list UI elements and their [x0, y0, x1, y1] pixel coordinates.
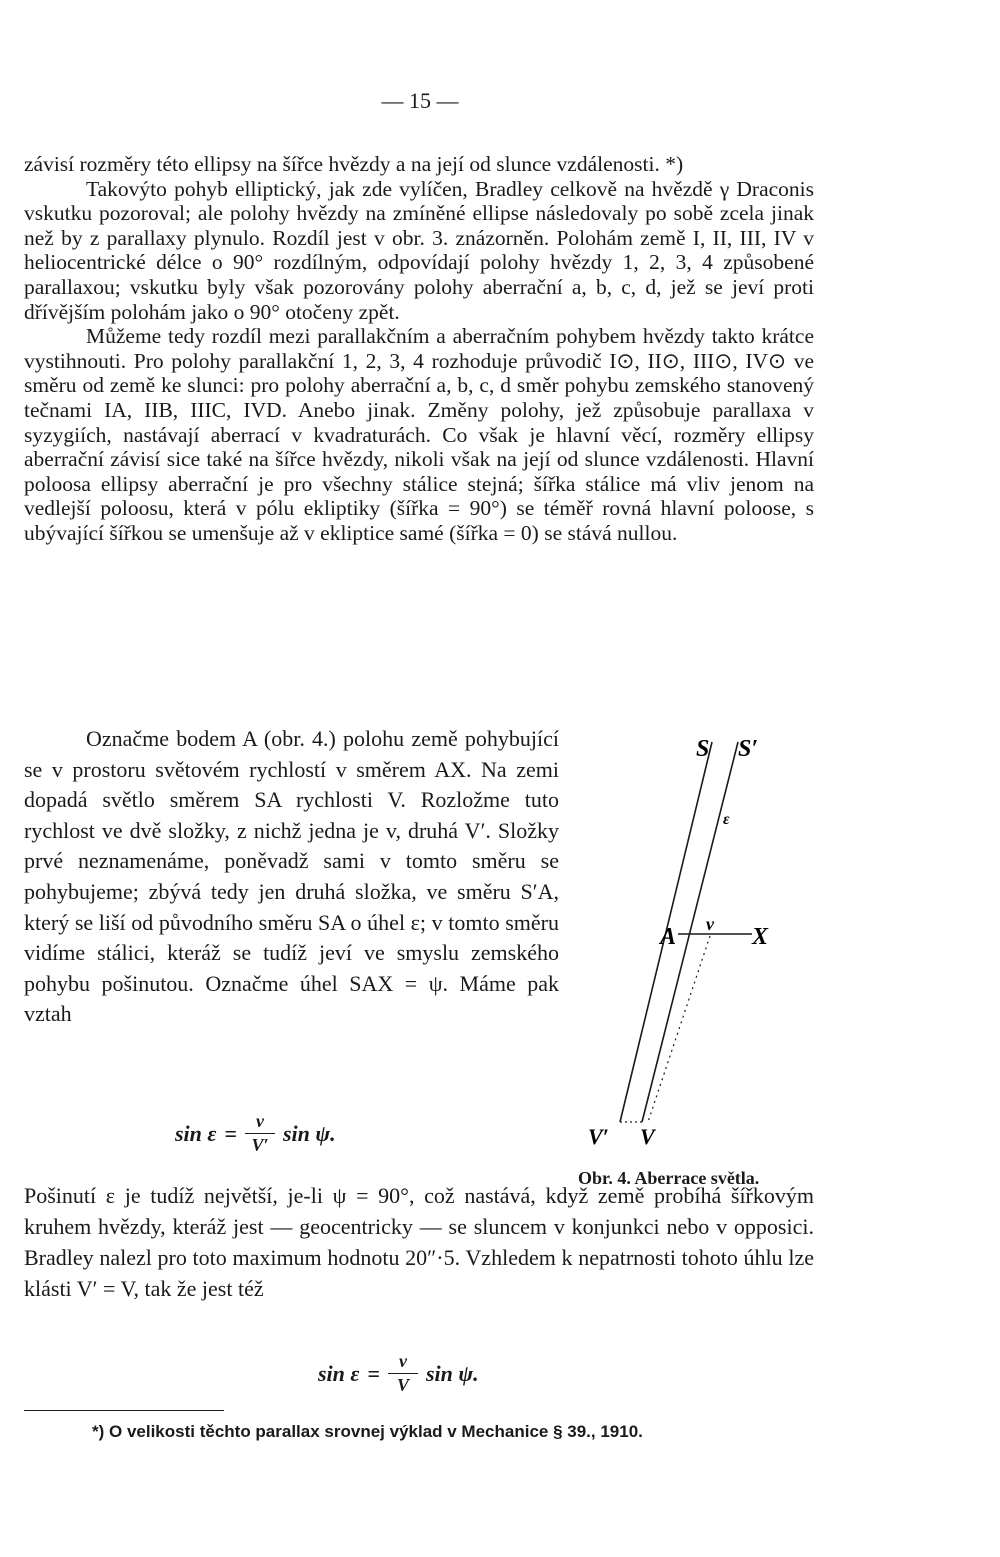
formula-rhs: sin ψ. [425, 1360, 479, 1386]
fraction-bar [245, 1133, 275, 1134]
formula-sin-epsilon-v-over-V [318, 1352, 479, 1395]
fraction-bar [388, 1373, 418, 1374]
formula-fraction [388, 1352, 418, 1395]
formula-lhs: sin ε [318, 1360, 360, 1386]
paragraph: Můžeme tedy rozdíl mezi parallakčním a aberračním pohybem hvězdy takto krátce vystihnouti. Pro polohy parallakční 1, 2, 3, 4 rozhoduje průvodič I⊙, II⊙, III⊙, IV⊙ ve směru od země ke slunci: pro polohy aberrační a, b, c, d směr pohybu zemského stanovený tečnami IA, IIB, IIIC, IVD. Anebo jinak. Změny polohy, jež způsobuje parallaxa v syzygiích, nastávají aberrací v kvadraturách. Co však je hlavní věcí, rozměry ellipsy aberrační závisí sice také na šířce hvězdy, nikoli však na její od slunce vzdálenosti. Hlavní poloosa ellipsy aberrační je pro všechny stálice stejná; šířka stálice má vliv jenom na vedlejší poloosu, která v pólu ekliptiky (šířka = 90°) se téměř rovná hlavní poloose, s ubývající šířkou se umenšuje až v ekliptice samé (šířka = 0) se stává nullou. [24, 324, 814, 545]
formula-equals: = [224, 1120, 237, 1146]
fraction-numerator: v [398, 1351, 407, 1371]
text-block-bottom [24, 1180, 814, 1304]
formula-equals: = [367, 1360, 380, 1386]
formula-lhs: sin ε [175, 1120, 217, 1146]
paragraph: závisí rozměry této ellipsy na šířce hvězdy a na její od slunce vzdálenosti. *) [24, 152, 684, 176]
line-parallel-dotted [648, 936, 710, 1122]
text-block-left-of-figure [24, 724, 559, 1030]
footnote: *) O velikosti těchto parallax srovnej výklad v Mechanice § 39., 1910. [92, 1422, 643, 1441]
label-v: v [706, 914, 714, 934]
paragraph: Pošinutí ε je tudíž největší, je-li ψ = 90°, což nastává, když země probíhá šířkovým kruhem hvězdy, kteráž jest — geocentricky — se sluncem v konjunkci nebo v opposici. Bradley nalezl pro toto maximum hodnotu 20″·5. Vzhledem k nepatrnosti tohoto úhlu lze klásti V′ = V, tak že jest též [24, 1183, 814, 1301]
text-block-top [24, 152, 814, 546]
figure-caption: Obr. 4. Aberrace světla. [578, 1168, 760, 1188]
label-S-prime: S′ [738, 736, 759, 762]
fraction-denominator: V [396, 1375, 409, 1395]
fraction-denominator: V′ [251, 1135, 269, 1155]
formula-sin-epsilon-v-over-vprime [175, 1112, 336, 1155]
label-S: S [696, 736, 710, 762]
formula-fraction [245, 1112, 275, 1155]
footnote-rule [24, 1410, 224, 1411]
paragraph: Označme bodem A (obr. 4.) polohu země pohybující se v prostoru světovém rychlostí v směrem AX. Na zemi dopadá světlo směrem SA rychlosti V. Rozložme tuto rychlost ve dvě složky, z nichž jedna je v, druhá V′. Složky prvé neznamenáme, poněvadž sami v tomto směru se pohybujeme; zbývá tedy jen druhá složka, ve směru S′A, který se liší od původního směru SA o úhel ε; v tomto směru vidíme stálici, kteráž se tudíž jeví ve smyslu zemského pohybu pošinutou. Označme úhel SAX = ψ. Máme pak vztah [24, 726, 559, 1027]
label-X: X [752, 924, 769, 950]
aberration-diagram [580, 712, 830, 1162]
label-V-prime: V′ [588, 1124, 609, 1149]
label-epsilon: ε [723, 811, 730, 828]
page-number: — 15 — [381, 88, 459, 113]
fraction-numerator: v [255, 1111, 264, 1131]
formula-rhs: sin ψ. [282, 1120, 336, 1146]
paragraph: Takovýto pohyb elliptický, jak zde vylíčen, Bradley celkově na hvězdě γ Draconis vskutku pozoroval; ale polohy hvězdy na zmíněné ellipse následovaly po sobě zcela jinak než by z parallaxy plynulo. Rozdíl jest v obr. 3. znázorněn. Polohám země I, II, III, IV v heliocentrické délce o 90° rozdílným, odpovídají polohy hvězdy 1, 2, 3, 4 způsobené parallaxou; vskutku byly však pozorovány polohy aberrační a, b, c, d, jež se jeví proti dřívějším polohám jako o 90° otočeny zpět. [24, 176, 814, 324]
line-Sprime-A [642, 742, 738, 1122]
label-A: A [660, 924, 677, 950]
label-V: V [640, 1124, 655, 1149]
